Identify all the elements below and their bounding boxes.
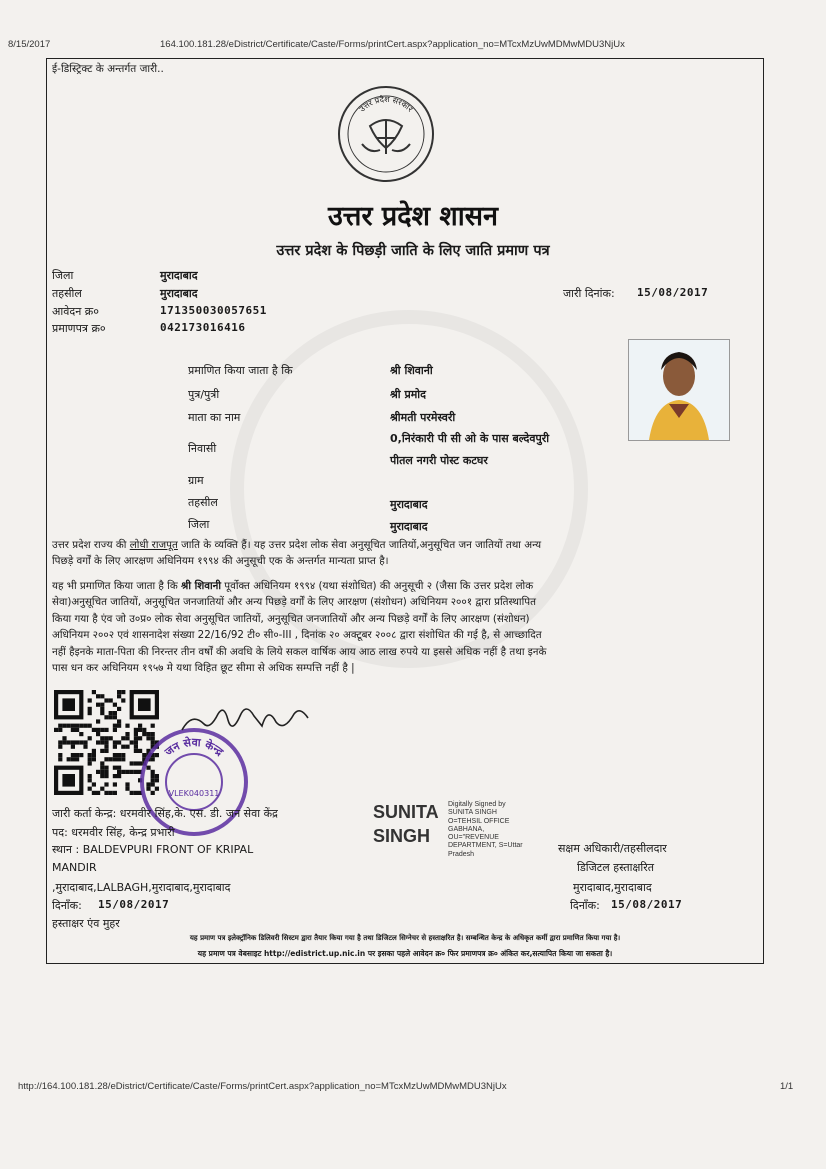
issuer-place-line-1: स्थान : BALDEVPURI FRONT OF KRIPAL	[52, 843, 254, 856]
relation-label: पुत्र/पुत्री	[188, 388, 220, 401]
district-value: मुरादाबाद	[160, 269, 198, 282]
applicant-name: श्री शिवानी	[390, 364, 433, 377]
certificate-subtitle: उत्तर प्रदेश के पिछड़ी जाति के लिए जाति प्रमाण पत्र	[276, 243, 550, 259]
certificate-title: उत्तर प्रदेश शासन	[328, 201, 498, 232]
emblem-text: उत्तर प्रदेश सरकार	[357, 94, 415, 114]
issuer-place-line-3: ,मुरादाबाद,LALBAGH,मुरादाबाद,मुरादाबाद	[52, 881, 231, 894]
detail-district-label: जिला	[188, 518, 210, 531]
authority-date: 15/08/2017	[611, 898, 683, 911]
issuer-date: 15/08/2017	[98, 898, 170, 911]
digital-signature-details: Digitally Signed by SUNITA SINGH O=TEHSIL OFFICE GABHANA, OU="REVENUE DEPARTMENT, S=Uttar Pradesh	[448, 801, 523, 858]
handwritten-signature-icon	[178, 700, 318, 740]
caste-name: लोधी राजपूत	[129, 539, 178, 551]
page-count: 1/1	[780, 1081, 794, 1092]
svg-text:उत्तर प्रदेश सरकार	[358, 94, 415, 114]
certificate-number: 042173016416	[160, 321, 246, 334]
print-url-top: 164.100.181.28/eDistrict/Certificate/Caste/Forms/printCert.aspx?application_no=MTcxMzUwMDMwMDU3NjUx	[160, 39, 625, 50]
stamp-code: VLEK040311	[168, 789, 220, 798]
detail-district-value: मुरादाबाद	[390, 520, 428, 533]
authority-date-label: दिनाँक:	[570, 899, 600, 912]
print-url-bottom: http://164.100.181.28/eDistrict/Certificate/Caste/Forms/printCert.aspx?application_no=MTcxMzUwMDMwMDU3NjUx	[18, 1081, 507, 1092]
application-label: आवेदन क्र०	[52, 305, 99, 318]
jan-seva-kendra-stamp-icon	[138, 726, 250, 838]
address-line-1: 0,निरंकारी पी सी ओ के पास बल्देवपुरी	[390, 432, 550, 445]
authority-place: मुरादाबाद,मुरादाबाद	[573, 881, 652, 894]
signature-seal-label: हस्ताक्षर एंव मुहर	[52, 917, 120, 930]
certificate-number-label: प्रमाणपत्र क्र०	[52, 322, 106, 335]
applicant-photo	[628, 339, 730, 441]
tehsil-label: तहसील	[52, 287, 82, 300]
detail-tehsil-value: मुरादाबाद	[390, 498, 428, 511]
issuer-date-label: दिनाँक:	[52, 899, 82, 912]
issued-under-note: ई-डिस्ट्रिक्ट के अन्तर्गत जारी..	[52, 63, 164, 75]
footer-note-2: यह प्रमाण पत्र वेबसाइट http://edistrict.up.nic.in पर इसका पहले आवेदन क्र० फिर प्रमाणपत्र क्र० अंकित कर,सत्यापित किया जा सकता है।	[197, 949, 613, 958]
certification-paragraph: यह भी प्रमाणित किया जाता है कि श्री शिवानी पूर्वोक्त अधिनियम १९९४ (यथा संशोधित) की अनुसूची २ (जैसा कि उत्तर प्रदेश लोक सेवा)अनुसूचित जातियों, अनुसूचित जनजातियों और अन्य पिछड़े वर्गों के लिए आरक्षण (संशोधन) अधिनियम २००१ द्वारा प्रतिस्थापित किया गया है एंव जो उ०प्र० लोक सेवा अनुसूचित जातियों, अनुसूचित जनजातियों और अन्य पिछड़े वर्गों के लिए आरक्षण (संशोधन) अधिनियम २००२ एवं शासनादेश संख्या 22/16/92 टी० सी०-III , दिनांक २० अक्टूबर २००८ द्वारा संशोधित की गई है, से आच्छादित नहीं हैइनके माता-पिता की निरन्तर तीन वर्षों की अवधि के लिये सकल वार्षिक आय आठ लाख रुपये या इससे अधिक नहीं है तथा इनके पास धन कर अधिनियम १९५७ मे यथा विहित छूट सीमा से अधिक सम्पत्ति नहीं है |	[52, 580, 547, 675]
digital-signer-name: SUNITA SINGH	[373, 802, 439, 846]
authority-title: सक्षम अधिकारी/तहसीलदार	[558, 842, 667, 855]
tehsil-value: मुरादाबाद	[160, 287, 198, 300]
detail-tehsil-label: तहसील	[188, 496, 218, 509]
application-number: 171350030057651	[160, 304, 267, 317]
caste-paragraph: उत्तर प्रदेश राज्य की लोधी राजपूत जाति के व्यक्ति हैं। यह उत्तर प्रदेश लोक सेवा अनुसूचित जातियों,अनुसूचित जन जातियों तथा अन्य पिछड़े वर्गों के लिए आरक्षण अधिनियम १९९४ की अनुसूची एक के अन्तर्गत मान्यता प्राप्त है।	[52, 539, 542, 568]
paragraph-applicant-name: श्री शिवानी	[181, 580, 222, 592]
mother-name: श्रीमती परमेस्वरी	[390, 411, 456, 424]
issuer-post: पद: धरमवीर सिंह, केन्द्र प्रभारी	[52, 826, 175, 839]
authority-signed-label: डिजिटल हस्ताक्षरित	[577, 861, 654, 874]
stamp-text: जन सेवा केन्द्र	[162, 735, 226, 759]
up-govt-emblem-icon	[338, 86, 434, 182]
issuer-place-line-2: MANDIR	[52, 861, 97, 874]
issuing-center: जारी कर्ता केन्द्र: धरमवीर सिंह,के. एस. डी. जन सेवा केंद्र	[52, 807, 278, 820]
father-name: श्री प्रमोद	[390, 388, 426, 401]
issue-date-label: जारी दिनांक:	[563, 287, 615, 300]
resident-label: निवासी	[188, 442, 217, 455]
district-label: जिला	[52, 269, 74, 282]
print-date: 8/15/2017	[8, 39, 51, 50]
issue-date: 15/08/2017	[637, 286, 709, 299]
address-line-2: पीतल नगरी पोस्ट कटघर	[390, 454, 488, 467]
mother-label: माता का नाम	[188, 411, 241, 424]
certify-label: प्रमाणित किया जाता है कि	[188, 364, 293, 377]
village-label: ग्राम	[188, 474, 204, 487]
footer-note-1: यह प्रमाण पत्र इलेक्ट्रॉनिक डिलिवरी सिस्टम द्वारा तैयार किया गया है तथा डिजिटल सिग्नेचर से हस्ताक्षरित है। सम्बन्धित केन्द्र के अधिकृत कर्मी द्वारा प्रमाणित किया गया है।	[189, 934, 621, 942]
